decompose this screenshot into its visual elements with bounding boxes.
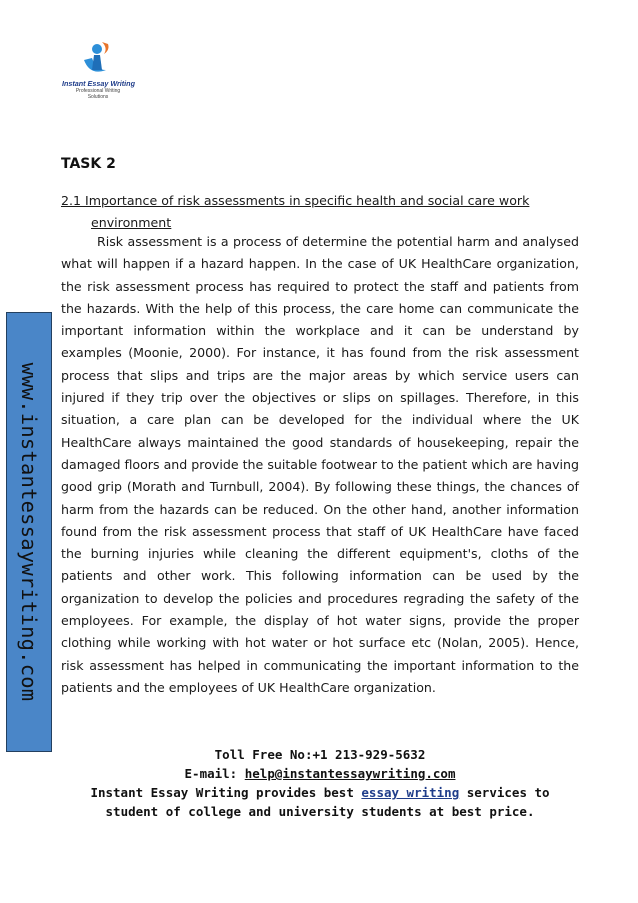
toll-free-number: Toll Free No:+1 213-929-5632 bbox=[214, 747, 426, 762]
logo-name: Instant Essay Writing bbox=[62, 79, 135, 88]
email-label: E-mail: bbox=[184, 766, 245, 781]
promo-text-end: services to bbox=[459, 785, 550, 800]
side-banner bbox=[6, 312, 52, 752]
page-title: TASK 2 bbox=[61, 156, 116, 172]
promo-line-2: student of college and university students at best price. bbox=[105, 804, 535, 819]
logo-tagline-line2: Solutions bbox=[87, 94, 109, 100]
logo-tagline bbox=[70, 88, 126, 100]
essay-writing-link[interactable]: essay writing bbox=[361, 785, 460, 800]
subheading-line2: environment bbox=[91, 215, 172, 230]
body-paragraph: Risk assessment is a process of determine the potential harm and analysed what will happen if a hazard happen. In the case of UK HealthCare organization, the risk assessment process has required to protect the staff and patients from the hazards. With the help of this process, the care home can communicate the important information within the workplace and it can be understand by examples (Moonie, 2000). For instance, it has found from the risk assessment process that slips and trips are the major areas by which service users can injured if they trip over the objectives or slips on spillages. Therefore, in this situation, a care plan can be developed for the individual where the UK HealthCare always maintained the good standards of housekeeping, repair the damaged floors and provide the suitable footwear to the patient which are having good grip (Morath and Turnbull, 2004). By following these things, the chances of harm from the hazards can be reduced. On the other hand, another information found from the risk assessment process that staff of UK HealthCare have faced the burning injuries while cleaning the different equipment's, cloths of the patients and other work. This following information can be used by the organization to develop the policies and procedures regrading the safety of the employees. For example, the display of hot water signs, provide the proper clothing while working with hot water or hot surface etc (Nolan, 2005). Hence, risk assessment has helped in communicating the important information to the patients and the employees of UK HealthCare organization. bbox=[61, 234, 579, 695]
side-banner-url: www.instantessaywriting.com bbox=[17, 362, 41, 702]
logo-figure-icon bbox=[80, 40, 114, 78]
brand-logo bbox=[62, 40, 142, 102]
promo-text-start: Instant Essay Writing provides best bbox=[90, 785, 362, 800]
contact-footer bbox=[62, 745, 578, 821]
email-link[interactable]: help@instantessaywriting.com bbox=[244, 766, 456, 781]
email-line bbox=[62, 764, 578, 783]
logo-tagline-line1: Professional Writing bbox=[75, 88, 121, 94]
section-subheading bbox=[61, 190, 561, 234]
promo-line bbox=[62, 783, 578, 802]
subheading-line1: 2.1 Importance of risk assessments in specific health and social care work bbox=[61, 193, 530, 208]
